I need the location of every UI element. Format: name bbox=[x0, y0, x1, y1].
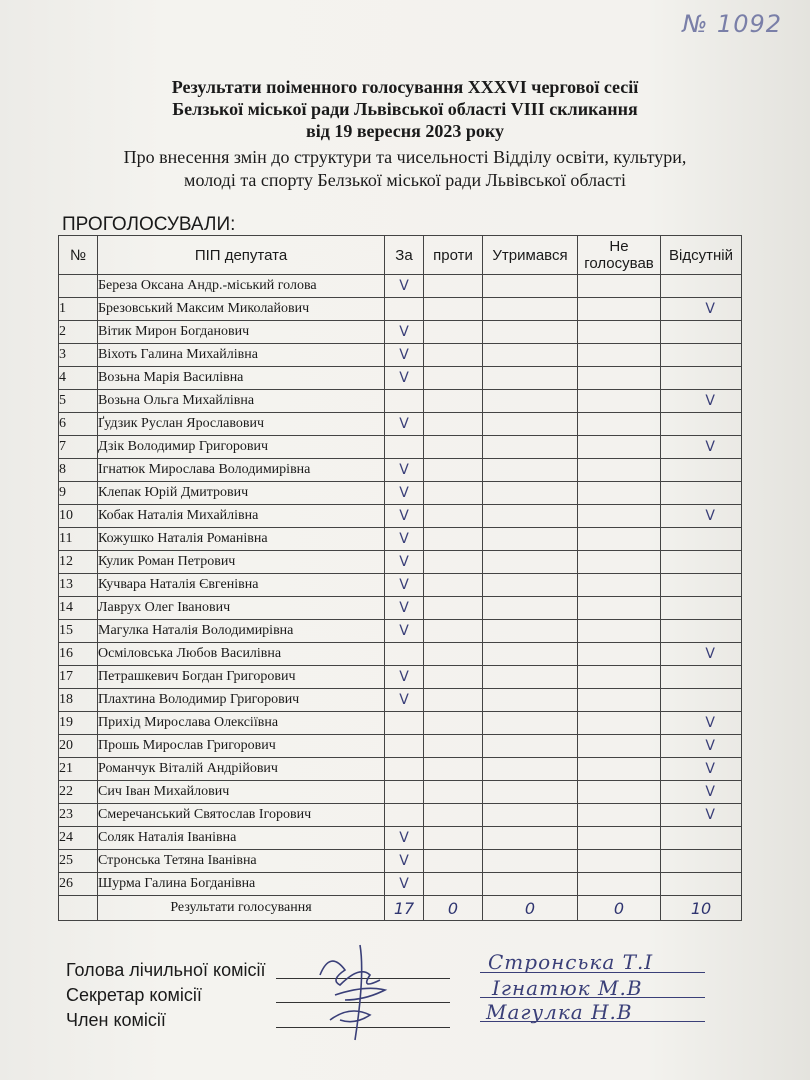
vote-vidsutnii-mark: V bbox=[661, 781, 742, 804]
vote-ne-holosuvav-cell bbox=[578, 528, 661, 551]
deputy-name: Стронська Тетяна Іванівна bbox=[98, 850, 385, 873]
vote-za-mark bbox=[385, 804, 424, 827]
vote-proty-cell bbox=[424, 344, 483, 367]
vote-proty-cell bbox=[424, 298, 483, 321]
vote-proty-cell bbox=[424, 459, 483, 482]
vote-ne-holosuvav-cell bbox=[578, 827, 661, 850]
vote-proty-cell bbox=[424, 735, 483, 758]
table-row bbox=[59, 804, 742, 827]
signature-role: Член комісії bbox=[66, 1010, 166, 1030]
vote-ne-holosuvav-cell bbox=[578, 413, 661, 436]
vote-utrymavsia-cell bbox=[483, 827, 578, 850]
deputy-name: Прихід Мирослава Олексіївна bbox=[98, 712, 385, 735]
votes-table bbox=[58, 235, 742, 921]
col-vidsutnii: Відсутній bbox=[661, 236, 742, 275]
deputy-name: Вітик Мирон Богданович bbox=[98, 321, 385, 344]
vote-ne-holosuvav-cell bbox=[578, 321, 661, 344]
vote-vidsutnii-mark bbox=[661, 551, 742, 574]
row-number: 7 bbox=[59, 436, 98, 459]
row-number: 18 bbox=[59, 689, 98, 712]
table-row bbox=[59, 597, 742, 620]
vote-vidsutnii-mark bbox=[661, 689, 742, 712]
vote-za-mark: V bbox=[385, 321, 424, 344]
vote-za-mark: V bbox=[385, 850, 424, 873]
deputy-name: Смеречанський Святослав Ігорович bbox=[98, 804, 385, 827]
table-row bbox=[59, 873, 742, 896]
row-number: 2 bbox=[59, 321, 98, 344]
total-za: 17 bbox=[385, 896, 424, 921]
row-number: 1 bbox=[59, 298, 98, 321]
deputy-name: Кожушко Наталія Романівна bbox=[98, 528, 385, 551]
vote-utrymavsia-cell bbox=[483, 597, 578, 620]
vote-utrymavsia-cell bbox=[483, 850, 578, 873]
vote-proty-cell bbox=[424, 712, 483, 735]
col-ne-holosuvav: Не голосував bbox=[578, 236, 661, 275]
deputy-name: Сич Іван Михайлович bbox=[98, 781, 385, 804]
deputy-name: Дзік Володимир Григорович bbox=[98, 436, 385, 459]
vote-ne-holosuvav-cell bbox=[578, 459, 661, 482]
deputy-name: Брезовський Максим Миколайович bbox=[98, 298, 385, 321]
signature-line bbox=[480, 997, 705, 998]
deputy-name: Петрашкевич Богдан Григорович bbox=[98, 666, 385, 689]
vote-za-mark: V bbox=[385, 689, 424, 712]
vote-ne-holosuvav-cell bbox=[578, 735, 661, 758]
vote-utrymavsia-cell bbox=[483, 344, 578, 367]
vote-ne-holosuvav-cell bbox=[578, 781, 661, 804]
table-row bbox=[59, 298, 742, 321]
table-row bbox=[59, 827, 742, 850]
deputy-name: Шурма Галина Богданівна bbox=[98, 873, 385, 896]
vote-utrymavsia-cell bbox=[483, 643, 578, 666]
deputy-name: Віхоть Галина Михайлівна bbox=[98, 344, 385, 367]
row-number: 15 bbox=[59, 620, 98, 643]
vote-proty-cell bbox=[424, 436, 483, 459]
table-row bbox=[59, 505, 742, 528]
vote-ne-holosuvav-cell bbox=[578, 390, 661, 413]
vote-ne-holosuvav-cell bbox=[578, 344, 661, 367]
table-body bbox=[59, 275, 742, 896]
vote-vidsutnii-mark: V bbox=[661, 298, 742, 321]
deputy-name: Ґудзик Руслан Ярославович bbox=[98, 413, 385, 436]
deputy-name: Клепак Юрій Дмитрович bbox=[98, 482, 385, 505]
table-row bbox=[59, 459, 742, 482]
vote-utrymavsia-cell bbox=[483, 482, 578, 505]
row-number: 4 bbox=[59, 367, 98, 390]
vote-za-mark: V bbox=[385, 482, 424, 505]
vote-proty-cell bbox=[424, 643, 483, 666]
vote-za-mark: V bbox=[385, 275, 424, 298]
deputy-name: Романчук Віталій Андрійович bbox=[98, 758, 385, 781]
vote-vidsutnii-mark bbox=[661, 482, 742, 505]
vote-ne-holosuvav-cell bbox=[578, 689, 661, 712]
vote-za-mark: V bbox=[385, 620, 424, 643]
vote-za-mark bbox=[385, 735, 424, 758]
vote-vidsutnii-mark bbox=[661, 528, 742, 551]
vote-vidsutnii-mark bbox=[661, 275, 742, 298]
row-number: 23 bbox=[59, 804, 98, 827]
vote-utrymavsia-cell bbox=[483, 712, 578, 735]
signature-role: Секретар комісії bbox=[66, 985, 202, 1005]
vote-utrymavsia-cell bbox=[483, 620, 578, 643]
total-ne-holosuvav: 0 bbox=[578, 896, 661, 921]
deputy-name: Осміловська Любов Василівна bbox=[98, 643, 385, 666]
vote-proty-cell bbox=[424, 804, 483, 827]
vote-ne-holosuvav-cell bbox=[578, 804, 661, 827]
vote-ne-holosuvav-cell bbox=[578, 505, 661, 528]
vote-za-mark: V bbox=[385, 528, 424, 551]
deputy-name: Возьна Марія Василівна bbox=[98, 367, 385, 390]
deputy-name: Кучвара Наталія Євгенівна bbox=[98, 574, 385, 597]
vote-proty-cell bbox=[424, 413, 483, 436]
vote-proty-cell bbox=[424, 758, 483, 781]
row-number: 13 bbox=[59, 574, 98, 597]
vote-proty-cell bbox=[424, 574, 483, 597]
vote-vidsutnii-mark: V bbox=[661, 643, 742, 666]
deputy-name: Кулик Роман Петрович bbox=[98, 551, 385, 574]
vote-za-mark: V bbox=[385, 344, 424, 367]
vote-vidsutnii-mark: V bbox=[661, 712, 742, 735]
vote-utrymavsia-cell bbox=[483, 551, 578, 574]
table-row bbox=[59, 689, 742, 712]
table-row bbox=[59, 482, 742, 505]
vote-vidsutnii-mark bbox=[661, 827, 742, 850]
col-proty: проти bbox=[424, 236, 483, 275]
vote-vidsutnii-mark: V bbox=[661, 505, 742, 528]
col-utrymavsia: Утримався bbox=[483, 236, 578, 275]
vote-proty-cell bbox=[424, 482, 483, 505]
table-row bbox=[59, 436, 742, 459]
vote-vidsutnii-mark bbox=[661, 574, 742, 597]
row-number: 24 bbox=[59, 827, 98, 850]
deputy-name: Ігнатюк Мирослава Володимирівна bbox=[98, 459, 385, 482]
vote-proty-cell bbox=[424, 505, 483, 528]
vote-vidsutnii-mark: V bbox=[661, 735, 742, 758]
vote-utrymavsia-cell bbox=[483, 459, 578, 482]
vote-proty-cell bbox=[424, 850, 483, 873]
table-row bbox=[59, 321, 742, 344]
row-number: 9 bbox=[59, 482, 98, 505]
vote-vidsutnii-mark: V bbox=[661, 390, 742, 413]
row-number: 22 bbox=[59, 781, 98, 804]
vote-utrymavsia-cell bbox=[483, 436, 578, 459]
vote-utrymavsia-cell bbox=[483, 367, 578, 390]
vote-proty-cell bbox=[424, 551, 483, 574]
handwritten-signature-icon bbox=[300, 935, 420, 1055]
row-number: 21 bbox=[59, 758, 98, 781]
row-number: 3 bbox=[59, 344, 98, 367]
deputy-name: Лаврух Олег Іванович bbox=[98, 597, 385, 620]
document-subtitle bbox=[0, 146, 810, 192]
row-number: 19 bbox=[59, 712, 98, 735]
document-title bbox=[0, 76, 810, 142]
voted-label: ПРОГОЛОСУВАЛИ: bbox=[62, 214, 236, 235]
vote-ne-holosuvav-cell bbox=[578, 436, 661, 459]
title-line: Белзької міської ради Львівської області VIII скликання bbox=[172, 99, 638, 119]
vote-ne-holosuvav-cell bbox=[578, 712, 661, 735]
vote-utrymavsia-cell bbox=[483, 781, 578, 804]
vote-ne-holosuvav-cell bbox=[578, 620, 661, 643]
title-line: Результати поіменного голосування XXXVI чергової сесії bbox=[171, 77, 639, 97]
deputy-name: Возьна Ольга Михайлівна bbox=[98, 390, 385, 413]
vote-vidsutnii-mark bbox=[661, 597, 742, 620]
totals-label: Результати голосування bbox=[98, 896, 385, 921]
vote-proty-cell bbox=[424, 597, 483, 620]
table-row bbox=[59, 367, 742, 390]
vote-ne-holosuvav-cell bbox=[578, 873, 661, 896]
vote-za-mark: V bbox=[385, 367, 424, 390]
vote-za-mark bbox=[385, 712, 424, 735]
document-number: № 1092 bbox=[682, 10, 782, 38]
row-number bbox=[59, 275, 98, 298]
vote-za-mark bbox=[385, 298, 424, 321]
table-row bbox=[59, 344, 742, 367]
vote-za-mark: V bbox=[385, 574, 424, 597]
signature-name: Стронська Т.І bbox=[488, 950, 654, 974]
deputy-name: Магулка Наталія Володимирівна bbox=[98, 620, 385, 643]
deputy-name: Береза Оксана Андр.-міський голова bbox=[98, 275, 385, 298]
deputy-name: Соляк Наталія Іванівна bbox=[98, 827, 385, 850]
table-row bbox=[59, 666, 742, 689]
vote-ne-holosuvav-cell bbox=[578, 574, 661, 597]
signature-name: Магулка Н.В bbox=[486, 1000, 633, 1024]
vote-proty-cell bbox=[424, 528, 483, 551]
table-row bbox=[59, 551, 742, 574]
vote-vidsutnii-mark bbox=[661, 850, 742, 873]
vote-utrymavsia-cell bbox=[483, 321, 578, 344]
vote-vidsutnii-mark bbox=[661, 367, 742, 390]
col-za: За bbox=[385, 236, 424, 275]
vote-za-mark: V bbox=[385, 413, 424, 436]
totals-row bbox=[59, 896, 742, 921]
table-row bbox=[59, 758, 742, 781]
vote-proty-cell bbox=[424, 620, 483, 643]
table-row bbox=[59, 275, 742, 298]
col-name: ПІП депутата bbox=[98, 236, 385, 275]
vote-za-mark bbox=[385, 390, 424, 413]
vote-ne-holosuvav-cell bbox=[578, 275, 661, 298]
vote-proty-cell bbox=[424, 666, 483, 689]
table-header-row bbox=[59, 236, 742, 275]
table-row bbox=[59, 528, 742, 551]
col-number: № bbox=[59, 236, 98, 275]
subtitle-line: молоді та спорту Белзької міської ради Львівської області bbox=[184, 170, 626, 190]
row-number: 14 bbox=[59, 597, 98, 620]
vote-utrymavsia-cell bbox=[483, 505, 578, 528]
vote-proty-cell bbox=[424, 275, 483, 298]
row-number: 17 bbox=[59, 666, 98, 689]
vote-utrymavsia-cell bbox=[483, 758, 578, 781]
vote-utrymavsia-cell bbox=[483, 275, 578, 298]
vote-vidsutnii-mark bbox=[661, 620, 742, 643]
table-row bbox=[59, 620, 742, 643]
total-utrymavsia: 0 bbox=[483, 896, 578, 921]
vote-za-mark bbox=[385, 436, 424, 459]
vote-utrymavsia-cell bbox=[483, 873, 578, 896]
row-number: 8 bbox=[59, 459, 98, 482]
vote-za-mark bbox=[385, 643, 424, 666]
vote-vidsutnii-mark bbox=[661, 459, 742, 482]
total-proty: 0 bbox=[424, 896, 483, 921]
table-row bbox=[59, 643, 742, 666]
vote-proty-cell bbox=[424, 827, 483, 850]
vote-utrymavsia-cell bbox=[483, 735, 578, 758]
table-row bbox=[59, 781, 742, 804]
deputy-name: Кобак Наталія Михайлівна bbox=[98, 505, 385, 528]
deputy-name: Прошь Мирослав Григорович bbox=[98, 735, 385, 758]
row-number: 16 bbox=[59, 643, 98, 666]
table-row bbox=[59, 574, 742, 597]
vote-ne-holosuvav-cell bbox=[578, 551, 661, 574]
table-row bbox=[59, 390, 742, 413]
vote-ne-holosuvav-cell bbox=[578, 643, 661, 666]
vote-vidsutnii-mark bbox=[661, 344, 742, 367]
signatures-block bbox=[66, 958, 265, 1033]
vote-vidsutnii-mark: V bbox=[661, 436, 742, 459]
vote-vidsutnii-mark bbox=[661, 321, 742, 344]
row-number: 6 bbox=[59, 413, 98, 436]
table-row bbox=[59, 712, 742, 735]
title-line: від 19 вересня 2023 року bbox=[306, 121, 504, 141]
vote-proty-cell bbox=[424, 367, 483, 390]
table-row bbox=[59, 735, 742, 758]
row-number: 26 bbox=[59, 873, 98, 896]
deputy-name: Плахтина Володимир Григорович bbox=[98, 689, 385, 712]
row-number: 5 bbox=[59, 390, 98, 413]
vote-utrymavsia-cell bbox=[483, 390, 578, 413]
vote-vidsutnii-mark: V bbox=[661, 804, 742, 827]
vote-proty-cell bbox=[424, 689, 483, 712]
vote-utrymavsia-cell bbox=[483, 413, 578, 436]
vote-za-mark: V bbox=[385, 827, 424, 850]
vote-za-mark: V bbox=[385, 666, 424, 689]
vote-proty-cell bbox=[424, 873, 483, 896]
vote-vidsutnii-mark: V bbox=[661, 758, 742, 781]
vote-za-mark: V bbox=[385, 873, 424, 896]
vote-za-mark: V bbox=[385, 597, 424, 620]
total-vidsutnii: 10 bbox=[661, 896, 742, 921]
vote-za-mark: V bbox=[385, 551, 424, 574]
vote-utrymavsia-cell bbox=[483, 689, 578, 712]
row-number: 10 bbox=[59, 505, 98, 528]
vote-ne-holosuvav-cell bbox=[578, 666, 661, 689]
signature-line bbox=[480, 972, 705, 973]
vote-ne-holosuvav-cell bbox=[578, 850, 661, 873]
row-number: 25 bbox=[59, 850, 98, 873]
vote-vidsutnii-mark bbox=[661, 413, 742, 436]
table-row bbox=[59, 850, 742, 873]
row-number: 12 bbox=[59, 551, 98, 574]
row-number: 11 bbox=[59, 528, 98, 551]
vote-utrymavsia-cell bbox=[483, 574, 578, 597]
vote-ne-holosuvav-cell bbox=[578, 367, 661, 390]
vote-za-mark: V bbox=[385, 505, 424, 528]
vote-proty-cell bbox=[424, 781, 483, 804]
vote-za-mark bbox=[385, 781, 424, 804]
vote-vidsutnii-mark bbox=[661, 666, 742, 689]
vote-utrymavsia-cell bbox=[483, 298, 578, 321]
vote-vidsutnii-mark bbox=[661, 873, 742, 896]
vote-ne-holosuvav-cell bbox=[578, 597, 661, 620]
vote-proty-cell bbox=[424, 390, 483, 413]
vote-utrymavsia-cell bbox=[483, 666, 578, 689]
vote-proty-cell bbox=[424, 321, 483, 344]
vote-ne-holosuvav-cell bbox=[578, 298, 661, 321]
subtitle-line: Про внесення змін до структури та чисельності Відділу освіти, культури, bbox=[123, 147, 687, 167]
signature-line bbox=[480, 1021, 705, 1022]
vote-za-mark: V bbox=[385, 459, 424, 482]
totals-empty-cell bbox=[59, 896, 98, 921]
signature-name: Ігнатюк М.В bbox=[492, 976, 643, 1000]
vote-ne-holosuvav-cell bbox=[578, 482, 661, 505]
signature-role: Голова лічильної комісії bbox=[66, 960, 266, 980]
table-row bbox=[59, 413, 742, 436]
vote-utrymavsia-cell bbox=[483, 528, 578, 551]
vote-ne-holosuvav-cell bbox=[578, 758, 661, 781]
vote-za-mark bbox=[385, 758, 424, 781]
vote-utrymavsia-cell bbox=[483, 804, 578, 827]
row-number: 20 bbox=[59, 735, 98, 758]
